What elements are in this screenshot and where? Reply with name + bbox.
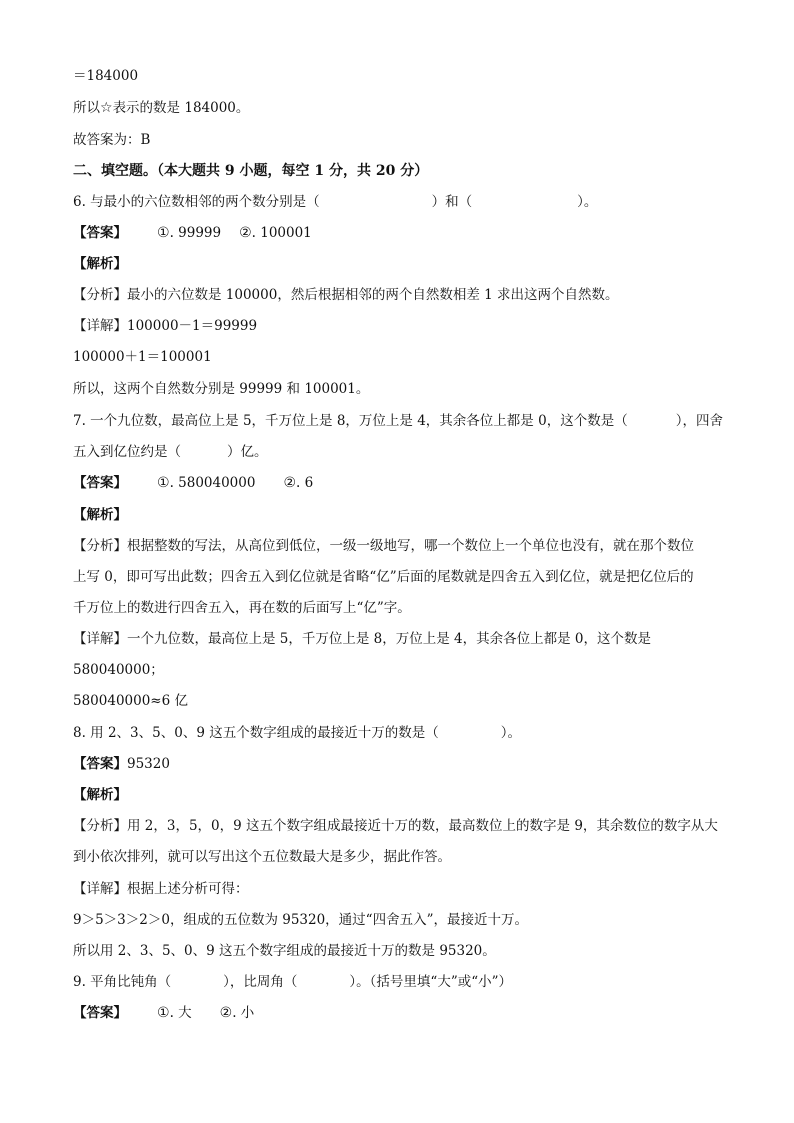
question-9	[73, 973, 512, 991]
analysis-7-line1	[73, 537, 694, 555]
answer-value: . 大	[169, 1005, 192, 1021]
circled-one-icon: ①	[157, 475, 170, 491]
question-text: ）亿。	[227, 444, 268, 460]
question-7-line1	[73, 412, 723, 430]
detail-7-line1	[73, 630, 651, 648]
formula-line	[73, 67, 138, 85]
analysis-text: 【分析】根据整数的写法，从高位到低位，一级一级地写，哪一个数位上一个单位也没有，就在那个数位	[73, 538, 694, 554]
answer-text: 故答案为：B	[73, 132, 151, 148]
detail-text: 所以，这两个自然数分别是 99999 和 100001。	[73, 381, 370, 397]
answer-line-8	[73, 755, 170, 773]
answer-value: . 100001	[251, 225, 312, 241]
question-text: ），四舍	[675, 413, 723, 429]
text-part: 表示的数是 184000。	[112, 100, 250, 116]
detail-8-line1	[73, 880, 249, 898]
question-text: 7. 一个九位数，最高位上是 5，千万位上是 8，万位上是 4，其余各位上都是 0，这个数是（	[73, 413, 628, 429]
question-text: 8. 用 2、3、5、0、9 这五个数字组成的最接近十万的数是（	[73, 725, 439, 741]
analysis-label: 【解析】	[73, 256, 127, 272]
section-heading	[73, 162, 428, 180]
circled-one-icon: ①	[157, 1005, 170, 1021]
question-text: ）和（	[431, 194, 473, 210]
star-conclusion-line	[73, 99, 249, 117]
answer-value: . 6	[296, 475, 314, 491]
answer-value: . 580040000	[169, 475, 256, 491]
analysis-tag-7	[73, 506, 127, 524]
star-icon: ☆	[100, 100, 113, 116]
circled-two-icon: ②	[239, 225, 252, 241]
question-text: 9. 平角比钝角（	[73, 974, 172, 990]
detail-6-line2	[73, 348, 212, 366]
question-text: ）。	[577, 194, 598, 210]
answer-value: 95320	[127, 756, 170, 772]
circled-two-icon: ②	[283, 475, 297, 491]
detail-text: 所以用 2、3、5、0、9 这五个数字组成的最接近十万的数是 95320。	[73, 943, 496, 959]
question-text: ）。（括号里填“大”或“小”）	[349, 974, 513, 990]
answer-is-line	[73, 131, 150, 149]
analysis-8-line1	[73, 817, 718, 835]
analysis-text: 到小依次排列，就可以写出这个五位数最大是多少，据此作答。	[73, 849, 451, 865]
text-part: 所以	[73, 100, 100, 116]
question-text: 6. 与最小的六位数相邻的两个数分别是（	[73, 194, 320, 210]
answer-value: . 99999	[169, 225, 222, 241]
analysis-text: 上写 0，即可写出此数；四舍五入到亿位就是省略“亿”后面的尾数就是四舍五入到亿位，就是把亿位后的	[73, 569, 694, 585]
detail-7-line2	[73, 661, 164, 679]
circled-two-icon: ②	[219, 1005, 233, 1021]
analysis-text: 【分析】最小的六位数是 100000，然后根据相邻的两个自然数相差 1 求出这两个自然数。	[73, 287, 619, 303]
answer-line-7	[73, 474, 313, 492]
answer-tag: 【答案】	[73, 225, 127, 241]
answer-tag: 【答案】	[73, 756, 127, 772]
answer-value: . 小	[232, 1005, 255, 1021]
question-text: ）。	[500, 725, 521, 741]
question-text: 五入到亿位约是（	[73, 444, 181, 460]
analysis-label: 【解析】	[73, 787, 127, 803]
circled-one-icon: ①	[157, 225, 170, 241]
detail-8-line2	[73, 911, 528, 929]
detail-7-line3	[73, 692, 188, 710]
question-text: ），比周角（	[223, 974, 298, 990]
detail-text: 【详解】一个九位数，最高位上是 5，千万位上是 8，万位上是 4，其余各位上都是 0，这个数是	[73, 631, 652, 647]
detail-text: 【详解】100000－1＝99999	[73, 318, 258, 334]
detail-text: 580040000；	[73, 662, 164, 678]
detail-8-line3	[73, 942, 496, 960]
answer-line-9	[73, 1004, 254, 1022]
detail-text: 【详解】根据上述分析可得：	[73, 881, 249, 897]
question-7-line2	[73, 443, 268, 461]
answer-tag: 【答案】	[73, 475, 127, 491]
analysis-8-line2	[73, 848, 451, 866]
question-8	[73, 724, 521, 742]
analysis-label: 【解析】	[73, 507, 127, 523]
analysis-7-line2	[73, 568, 694, 586]
detail-text: 100000＋1＝100001	[73, 349, 212, 365]
question-6	[73, 193, 597, 211]
analysis-tag-8	[73, 786, 127, 804]
detail-6-line3	[73, 380, 369, 398]
result-equation: ＝184000	[73, 68, 139, 84]
detail-6-line1	[73, 317, 257, 335]
analysis-text: 【分析】用 2，3，5，0，9 这五个数字组成最接近十万的数，最高数位上的数字是 9，其余数位的数字从大	[73, 818, 718, 834]
detail-text: 9＞5＞3＞2＞0，组成的五位数为 95320，通过“四舍五入”，最接近十万。	[73, 912, 528, 928]
section-title: 二、填空题。（本大题共 9 小题，每空 1 分，共 20 分）	[73, 163, 429, 179]
detail-text: 580040000≈6 亿	[73, 693, 188, 709]
analysis-6	[73, 286, 619, 304]
answer-tag: 【答案】	[73, 1005, 127, 1021]
analysis-7-line3	[73, 599, 411, 617]
analysis-text: 千万位上的数进行四舍五入，再在数的后面写上“亿”字。	[73, 600, 411, 616]
analysis-tag-6	[73, 255, 127, 273]
answer-line-6	[73, 224, 312, 242]
